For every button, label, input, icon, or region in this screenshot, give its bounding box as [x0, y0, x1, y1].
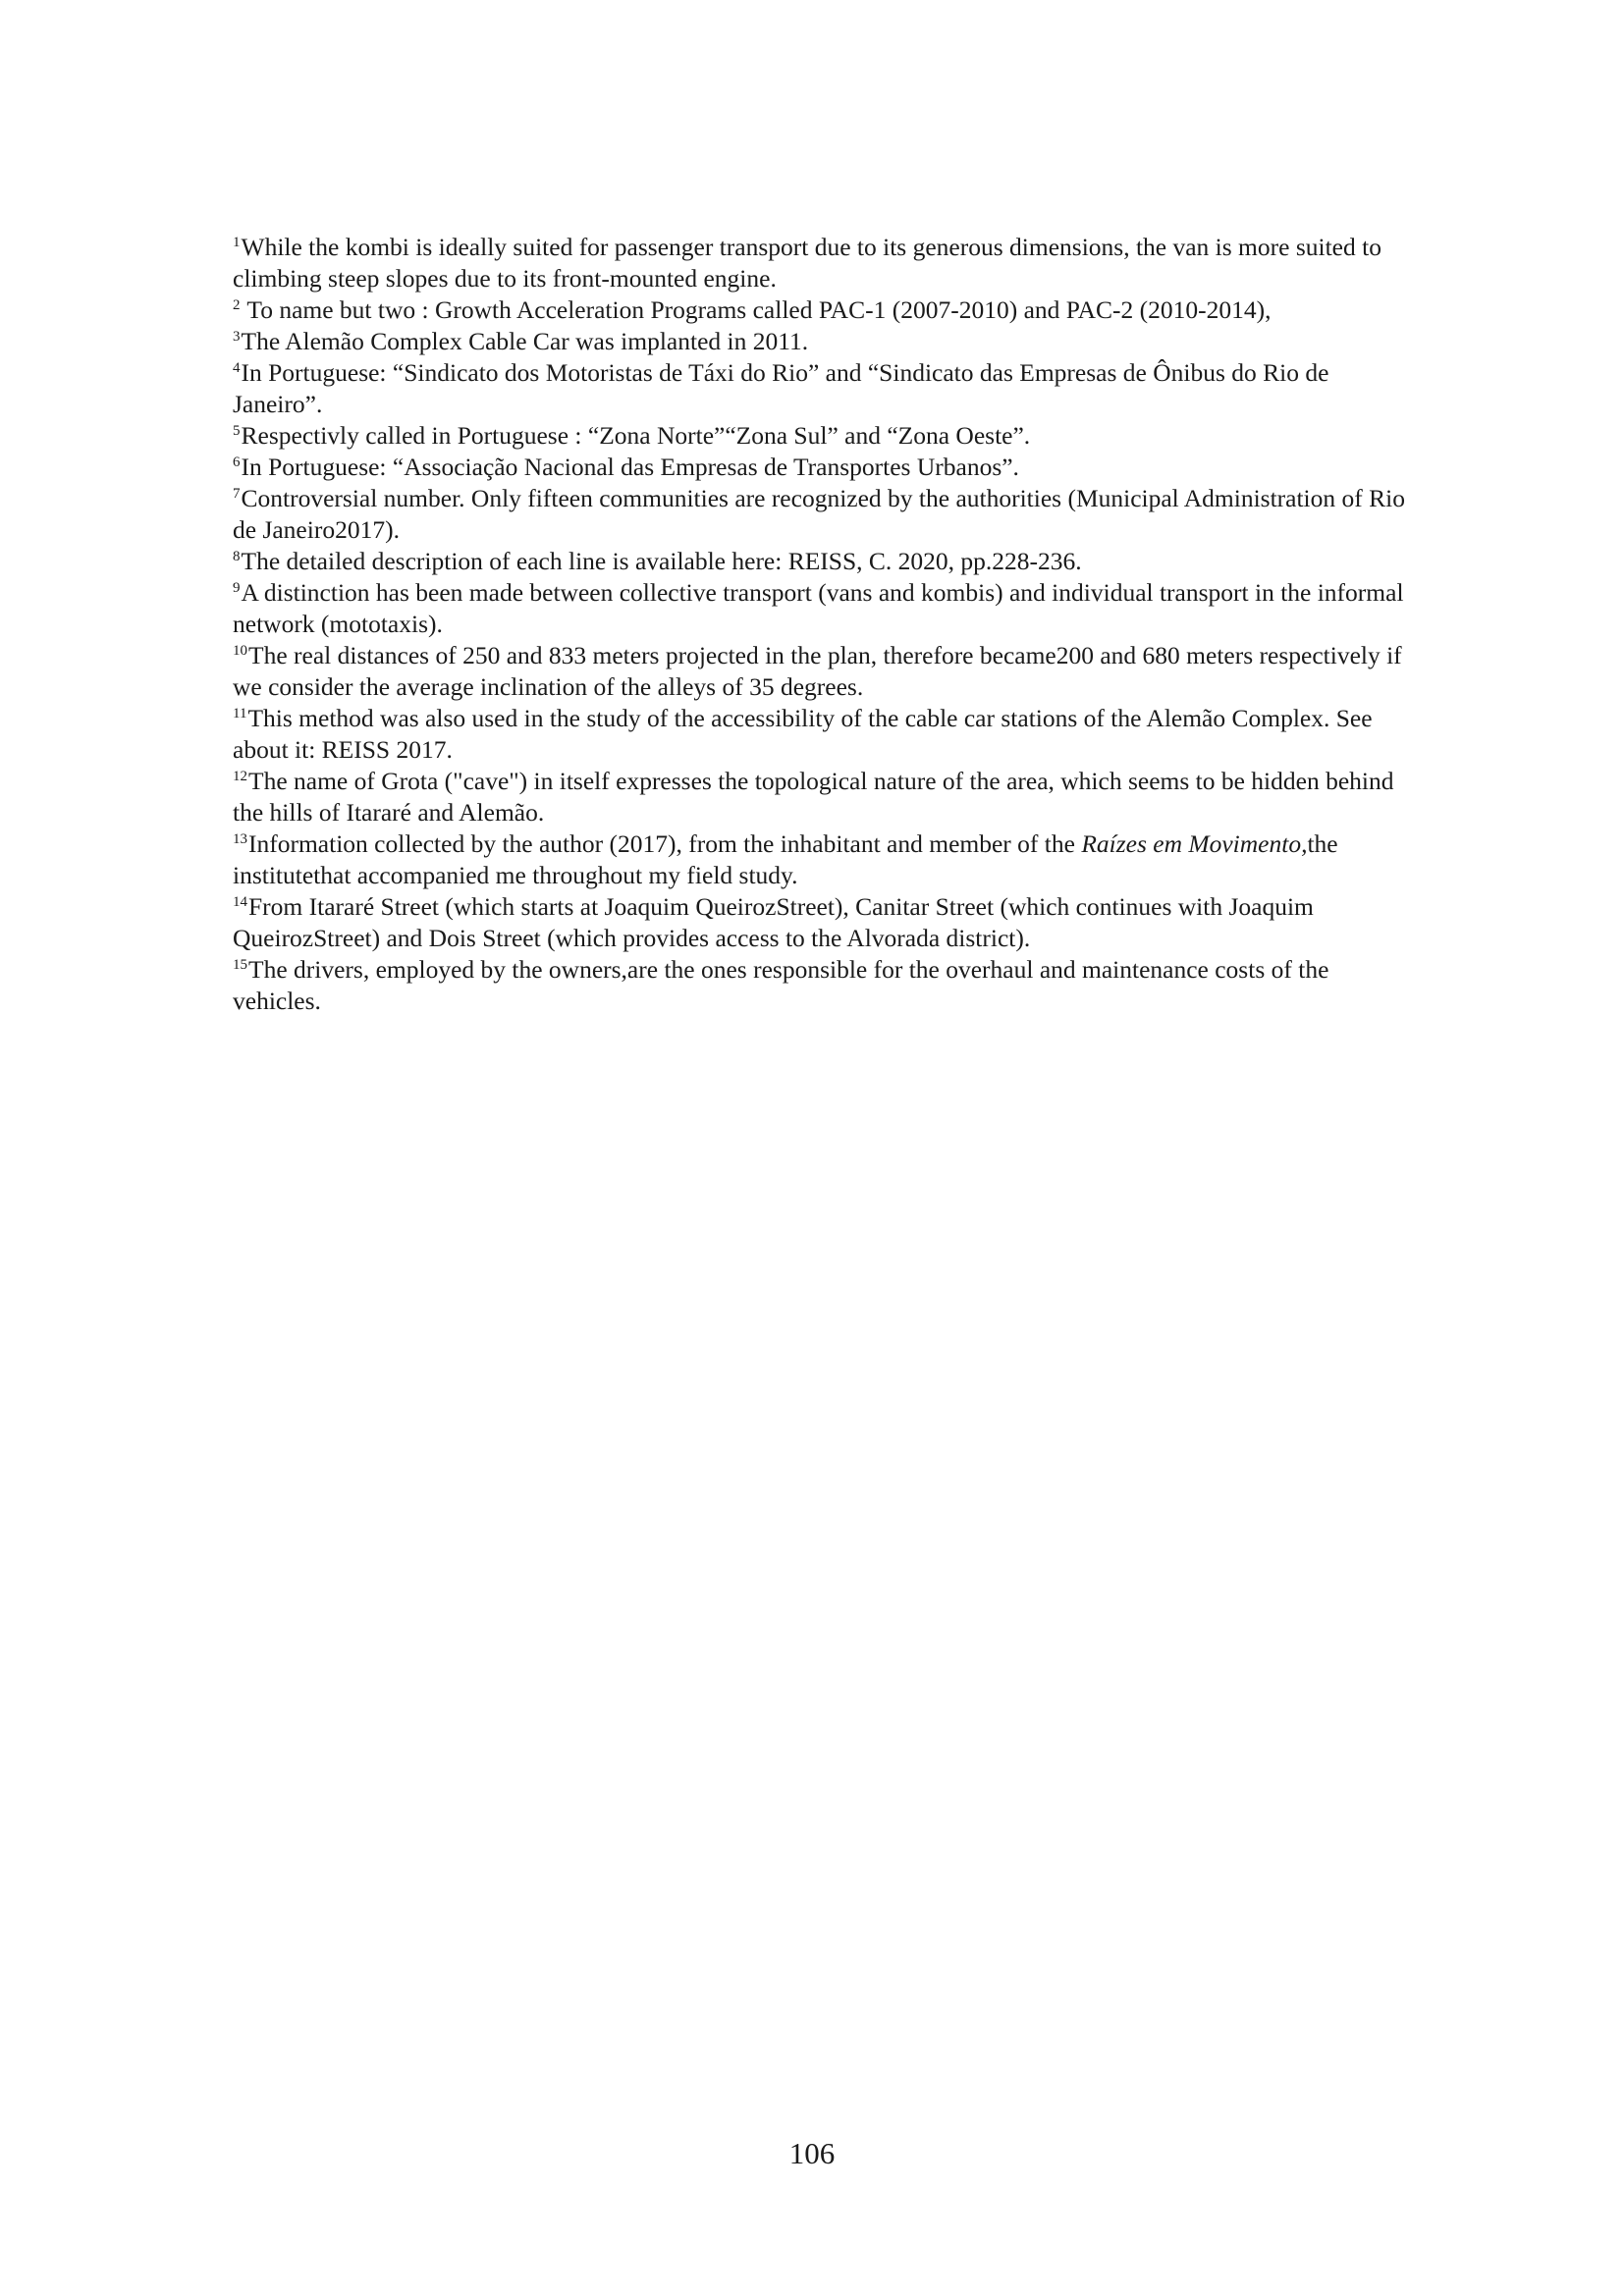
footnote-4: [233, 357, 1411, 420]
footnote-text: This method was also used in the study of the accessibility of the cable car stations of the Alemão Complex. See about it: REISS 2017.: [233, 704, 1373, 764]
footnote-1: [233, 232, 1411, 294]
footnote-text: From Itararé Street (which starts at Joaquim QueirozStreet), Canitar Street (which continues with Joaquim QueirozStreet) and Dois Street (which provides access to the Alvorada district).: [233, 892, 1314, 952]
footnote-text: In Portuguese: “Sindicato dos Motoristas de Táxi do Rio” and “Sindicato das Empresas de Ônibus do Rio de Janeiro”.: [233, 358, 1329, 418]
footnote-text: The real distances of 250 and 833 meters projected in the plan, therefore became200 and 680 meters respectively if we consider the average inclination of the alleys of 35 degrees.: [233, 641, 1402, 701]
footnote-3: [233, 326, 1411, 357]
footnote-13: [233, 828, 1411, 891]
footnote-number: 5: [233, 423, 241, 439]
footnote-number: 3: [233, 329, 241, 345]
footnote-text: The drivers, employed by the owners,are the ones responsible for the overhaul and maintenance costs of the vehicles.: [233, 955, 1329, 1015]
footnote-number: 7: [233, 486, 241, 502]
footnote-text: Controversial number. Only fifteen communities are recognized by the authorities (Municipal Administration of Rio de Janeiro2017).: [233, 484, 1405, 544]
footnote-text: The Alemão Complex Cable Car was implanted in 2011.: [241, 327, 809, 355]
footnote-number: 6: [233, 454, 241, 470]
footnote-number: 12: [233, 769, 247, 784]
footnote-text: In Portuguese: “Associação Nacional das Empresas de Transportes Urbanos”.: [241, 453, 1019, 481]
footnote-10: [233, 640, 1411, 703]
footnote-11: [233, 703, 1411, 766]
footnote-text: A distinction has been made between collective transport (vans and kombis) and individual transport in the informal network (mototaxis).: [233, 578, 1404, 638]
footnote-8: [233, 546, 1411, 577]
footnote-14: [233, 891, 1411, 954]
footnote-number: 15: [233, 957, 247, 973]
footnote-text: To name but two : Growth Acceleration Programs called PAC-1 (2007-2010) and PAC-2 (2010-2014),: [241, 295, 1272, 324]
footnote-number: 10: [233, 643, 247, 659]
footnote-text: Respectivly called in Portuguese : “Zona Norte”“Zona Sul” and “Zona Oeste”.: [241, 421, 1031, 450]
footnote-7: [233, 483, 1411, 546]
footnotes-list: [233, 232, 1411, 1017]
footnote-text-continued: the institutethat accompanied me throughout my field study.: [233, 829, 1338, 889]
footnote-number: 11: [233, 706, 247, 721]
footnote-number: 1: [233, 235, 241, 250]
footnote-number: 8: [233, 549, 241, 564]
page-number: 106: [788, 2136, 836, 2170]
footnote-italic-title: Raízes em Movimento,: [1081, 829, 1308, 858]
footnote-text: The name of Grota ("cave") in itself expresses the topological nature of the area, which seems to be hidden behind the hills of Itararé and Alemão.: [233, 767, 1394, 827]
footnote-text: Information collected by the author (2017), from the inhabitant and member of the: [248, 829, 1082, 858]
footnote-number: 2: [233, 297, 241, 313]
footnote-12: [233, 766, 1411, 828]
footnote-5: [233, 420, 1411, 452]
footnote-text: While the kombi is ideally suited for passenger transport due to its generous dimensions, the van is more suited to climbing steep slopes due to its front-mounted engine.: [233, 233, 1381, 293]
footnote-number: 9: [233, 580, 241, 596]
footnote-number: 14: [233, 894, 247, 910]
footnote-text: The detailed description of each line is available here: REISS, C. 2020, pp.228-236.: [241, 547, 1082, 575]
footnote-number: 4: [233, 360, 241, 376]
footnote-9: [233, 577, 1411, 640]
footnote-6: [233, 452, 1411, 483]
footnote-2: [233, 294, 1411, 326]
footnote-15: [233, 954, 1411, 1017]
footnote-number: 13: [233, 831, 247, 847]
